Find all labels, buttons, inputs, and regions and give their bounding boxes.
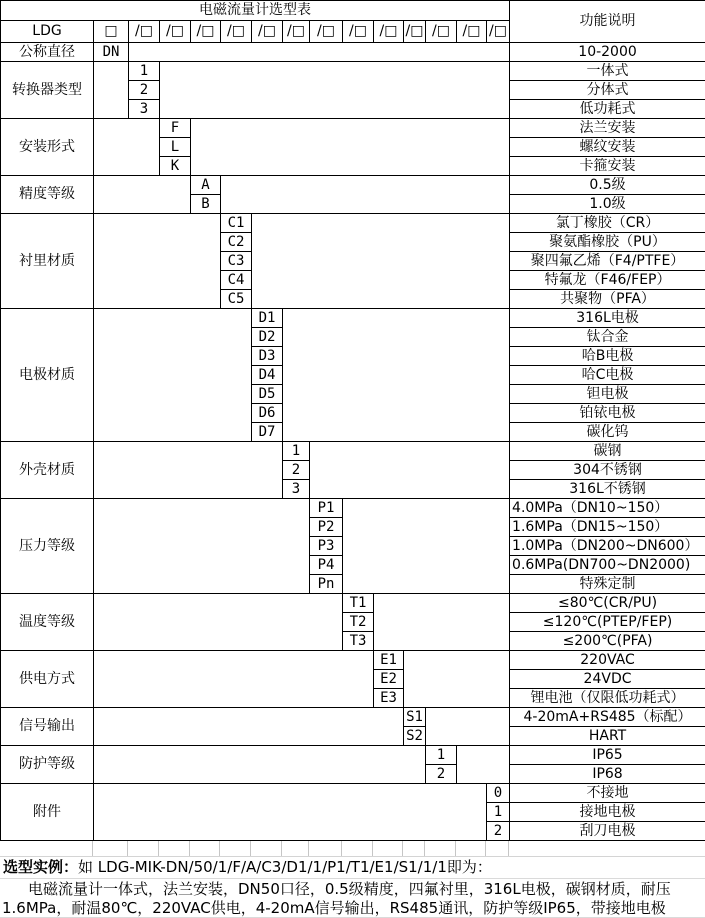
- gridline-segment: [128, 841, 159, 856]
- category-cell-nominal-diameter: 公称直径: [1, 43, 94, 62]
- blank-cell-left-installation-type: [94, 119, 160, 176]
- blank-cell-left-pressure-class: [94, 499, 310, 594]
- blank-cell-right-pressure-class: [343, 499, 510, 594]
- category-cell-accessories: 附件: [1, 784, 94, 841]
- code-cell-pressure-class-P1: P1: [310, 499, 343, 518]
- desc-cell-accuracy-class-1: 0.5级: [510, 176, 705, 195]
- desc-cell-installation-type-3: 卡箍安装: [510, 157, 705, 176]
- code-cell-electrode-material-D2: D2: [252, 328, 283, 347]
- code-cell-installation-type-F: F: [160, 119, 191, 138]
- code-cell-nominal-diameter-DN: DN: [94, 43, 129, 62]
- desc-cell-pressure-class-3: 1.0MPa（DN200~DN600）: [510, 537, 705, 556]
- code-cell-power-supply-E3: E3: [374, 689, 404, 708]
- desc-cell-electrode-material-1: 316L电极: [510, 309, 705, 328]
- gridline-segment: [509, 841, 705, 856]
- code-cell-converter-type-1: 1: [129, 62, 160, 81]
- desc-cell-signal-output-2: HART: [510, 727, 705, 746]
- gridline-segment: [93, 841, 128, 856]
- code-cell-installation-type-K: K: [160, 157, 191, 176]
- desc-cell-accessories-1: 不接地: [510, 784, 705, 803]
- gridline-segment: [456, 841, 486, 856]
- code-cell-temperature-class-T3: T3: [343, 632, 374, 651]
- code-cell-accessories-0: 0: [487, 784, 510, 803]
- code-cell-power-supply-E1: E1: [374, 651, 404, 670]
- category-cell-installation-type: 安装形式: [1, 119, 94, 176]
- model-box-cell-13: /□: [457, 21, 487, 43]
- function-description-header: 功能说明: [510, 1, 705, 43]
- model-box-cell-2: /□: [129, 21, 160, 43]
- blank-cell-left-lining-material: [94, 214, 221, 309]
- desc-cell-electrode-material-7: 碳化钨: [510, 423, 705, 442]
- code-cell-installation-type-L: L: [160, 138, 191, 157]
- desc-cell-pressure-class-2: 1.6MPa（DN15~150）: [510, 518, 705, 537]
- desc-cell-power-supply-1: 220VAC: [510, 651, 705, 670]
- desc-cell-accuracy-class-2: 1.0级: [510, 195, 705, 214]
- desc-cell-power-supply-3: 锂电池（仅限低功耗式）: [510, 689, 705, 708]
- category-cell-converter-type: 转换器类型: [1, 62, 94, 119]
- desc-cell-protection-class-2: IP68: [510, 765, 705, 784]
- gridline-segment: [403, 841, 425, 856]
- code-cell-lining-material-C2: C2: [221, 233, 252, 252]
- desc-cell-converter-type-3: 低功耗式: [510, 100, 705, 119]
- blank-cell-right-nominal-diameter: [129, 43, 510, 62]
- model-box-cell-7: /□: [283, 21, 310, 43]
- category-cell-housing-material: 外壳材质: [1, 442, 94, 499]
- blank-cell-right-temperature-class: [374, 594, 510, 651]
- model-box-cell-1: □: [94, 21, 129, 43]
- desc-cell-installation-type-2: 螺纹安装: [510, 138, 705, 157]
- code-cell-electrode-material-D3: D3: [252, 347, 283, 366]
- gridline-segment: [251, 841, 282, 856]
- grid-remnant-row: [0, 841, 705, 857]
- example-note: [0, 857, 705, 918]
- blank-cell-left-signal-output: [94, 708, 404, 746]
- blank-cell-right-housing-material: [310, 442, 510, 499]
- desc-cell-lining-material-1: 氯丁橡胶（CR）: [510, 214, 705, 233]
- desc-cell-lining-material-5: 共聚物（PFA）: [510, 290, 705, 309]
- model-box-cell-6: /□: [252, 21, 283, 43]
- category-cell-power-supply: 供电方式: [1, 651, 94, 708]
- model-box-cell-5: /□: [221, 21, 252, 43]
- category-cell-temperature-class: 温度等级: [1, 594, 94, 651]
- gridline-segment: [309, 841, 342, 856]
- desc-cell-temperature-class-3: ≤200℃(PFA): [510, 632, 705, 651]
- gridline-segment: [425, 841, 456, 856]
- model-box-cell-12: /□: [426, 21, 457, 43]
- desc-cell-electrode-material-4: 哈C电极: [510, 366, 705, 385]
- desc-cell-electrode-material-6: 铂铱电极: [510, 404, 705, 423]
- desc-cell-temperature-class-1: ≤80℃(CR/PU): [510, 594, 705, 613]
- desc-cell-power-supply-2: 24VDC: [510, 670, 705, 689]
- table-title: 电磁流量计选型表: [1, 1, 510, 21]
- model-box-cell-11: /□: [404, 21, 426, 43]
- model-box-cell-4: /□: [191, 21, 221, 43]
- desc-cell-accessories-3: 刮刀电极: [510, 822, 705, 841]
- example-description-line-1: 电磁流量计一体式，法兰安装，DN50口径，0.5级精度，四氟衬里，316L电极，碳钢材质，耐压: [28, 880, 671, 898]
- blank-cell-right-lining-material: [252, 214, 510, 309]
- model-box-cell-3: /□: [160, 21, 191, 43]
- gridline-segment: [159, 841, 190, 856]
- gridline-segment: [282, 841, 309, 856]
- code-cell-electrode-material-D7: D7: [252, 423, 283, 442]
- code-cell-electrode-material-D1: D1: [252, 309, 283, 328]
- desc-cell-accessories-2: 接地电极: [510, 803, 705, 822]
- desc-cell-electrode-material-5: 钽电极: [510, 385, 705, 404]
- blank-cell-right-power-supply: [404, 651, 510, 708]
- code-cell-accuracy-class-A: A: [191, 176, 221, 195]
- example-label: 选型实例：: [3, 858, 79, 876]
- desc-cell-housing-material-2: 304不锈钢: [510, 461, 705, 480]
- blank-cell-right-converter-type: [160, 62, 510, 119]
- code-cell-converter-type-3: 3: [129, 100, 160, 119]
- code-cell-electrode-material-D5: D5: [252, 385, 283, 404]
- desc-cell-lining-material-4: 特氟龙（F46/FEP）: [510, 271, 705, 290]
- code-cell-signal-output-S2: S2: [404, 727, 426, 746]
- example-description-line-2: 1.6MPa，耐温80℃，220VAC供电，4-20mA信号输出，RS485通讯，防护等级IP65，带接地电极: [0, 898, 705, 918]
- desc-cell-signal-output-1: 4-20mA+RS485（标配）: [510, 708, 705, 727]
- desc-cell-pressure-class-4: 0.6MPa(DN700~DN2000): [510, 556, 705, 575]
- model-box-cell-14: /□: [487, 21, 510, 43]
- desc-cell-pressure-class-1: 4.0MPa（DN10~150）: [510, 499, 705, 518]
- blank-cell-left-protection-class: [94, 746, 426, 784]
- gridline-segment: [373, 841, 403, 856]
- code-cell-pressure-class-P4: P4: [310, 556, 343, 575]
- blank-cell-right-installation-type: [191, 119, 510, 176]
- blank-cell-right-protection-class: [457, 746, 510, 784]
- category-cell-protection-class: 防护等级: [1, 746, 94, 784]
- code-cell-protection-class-2: 2: [426, 765, 457, 784]
- model-box-cell-10: /□: [374, 21, 404, 43]
- code-cell-lining-material-C1: C1: [221, 214, 252, 233]
- blank-cell-left-electrode-material: [94, 309, 252, 442]
- blank-cell-left-converter-type: [94, 62, 129, 119]
- category-cell-pressure-class: 压力等级: [1, 499, 94, 594]
- code-cell-signal-output-S1: S1: [404, 708, 426, 727]
- model-box-cell-9: /□: [343, 21, 374, 43]
- model-box-cell-8: /□: [310, 21, 343, 43]
- blank-cell-left-temperature-class: [94, 594, 343, 651]
- gridline-segment: [220, 841, 251, 856]
- code-cell-housing-material-3: 3: [283, 480, 310, 499]
- desc-cell-converter-type-1: 一体式: [510, 62, 705, 81]
- code-cell-pressure-class-P2: P2: [310, 518, 343, 537]
- code-cell-temperature-class-T2: T2: [343, 613, 374, 632]
- desc-cell-protection-class-1: IP65: [510, 746, 705, 765]
- blank-cell-right-electrode-material: [283, 309, 510, 442]
- gridline-segment: [0, 841, 93, 856]
- code-cell-lining-material-C5: C5: [221, 290, 252, 309]
- code-cell-protection-class-1: 1: [426, 746, 457, 765]
- code-cell-lining-material-C3: C3: [221, 252, 252, 271]
- code-cell-temperature-class-T1: T1: [343, 594, 374, 613]
- blank-cell-left-accessories: [94, 784, 487, 841]
- gridline-segment: [190, 841, 220, 856]
- code-cell-accessories-2: 2: [487, 822, 510, 841]
- blank-cell-right-accuracy-class: [221, 176, 510, 214]
- blank-cell-left-housing-material: [94, 442, 283, 499]
- blank-cell-left-accuracy-class: [94, 176, 191, 214]
- code-cell-pressure-class-Pn: Pn: [310, 575, 343, 594]
- code-cell-housing-material-2: 2: [283, 461, 310, 480]
- code-cell-lining-material-C4: C4: [221, 271, 252, 290]
- code-cell-housing-material-1: 1: [283, 442, 310, 461]
- category-cell-accuracy-class: 精度等级: [1, 176, 94, 214]
- desc-cell-pressure-class-5: 特殊定制: [510, 575, 705, 594]
- code-cell-accessories-1: 1: [487, 803, 510, 822]
- desc-cell-temperature-class-2: ≤120℃(PTEP/FEP): [510, 613, 705, 632]
- gridline-segment: [486, 841, 509, 856]
- code-cell-accuracy-class-B: B: [191, 195, 221, 214]
- example-code: 如 LDG-MIK-DN/50/1/F/A/C3/D1/1/P1/T1/E1/S1/1/1即为：: [78, 858, 492, 876]
- code-cell-pressure-class-P3: P3: [310, 537, 343, 556]
- desc-cell-housing-material-1: 碳钢: [510, 442, 705, 461]
- desc-cell-installation-type-1: 法兰安装: [510, 119, 705, 138]
- code-cell-electrode-material-D6: D6: [252, 404, 283, 423]
- category-cell-lining-material: 衬里材质: [1, 214, 94, 309]
- desc-cell-converter-type-2: 分体式: [510, 81, 705, 100]
- blank-cell-left-power-supply: [94, 651, 374, 708]
- desc-cell-housing-material-3: 316L不锈钢: [510, 480, 705, 499]
- gridline-segment: [342, 841, 373, 856]
- example-line: [0, 857, 705, 879]
- desc-cell-lining-material-2: 聚氨酯橡胶（PU）: [510, 233, 705, 252]
- category-cell-electrode-material: 电极材质: [1, 309, 94, 442]
- code-cell-converter-type-2: 2: [129, 81, 160, 100]
- desc-cell-lining-material-3: 聚四氟乙烯（F4/PTFE）: [510, 252, 705, 271]
- code-cell-power-supply-E2: E2: [374, 670, 404, 689]
- desc-cell-electrode-material-3: 哈B电极: [510, 347, 705, 366]
- model-prefix-cell: LDG: [1, 21, 94, 43]
- desc-cell-nominal-diameter-1: 10-2000: [510, 43, 705, 62]
- category-cell-signal-output: 信号输出: [1, 708, 94, 746]
- blank-cell-right-signal-output: [426, 708, 510, 746]
- desc-cell-electrode-material-2: 钛合金: [510, 328, 705, 347]
- code-cell-electrode-material-D4: D4: [252, 366, 283, 385]
